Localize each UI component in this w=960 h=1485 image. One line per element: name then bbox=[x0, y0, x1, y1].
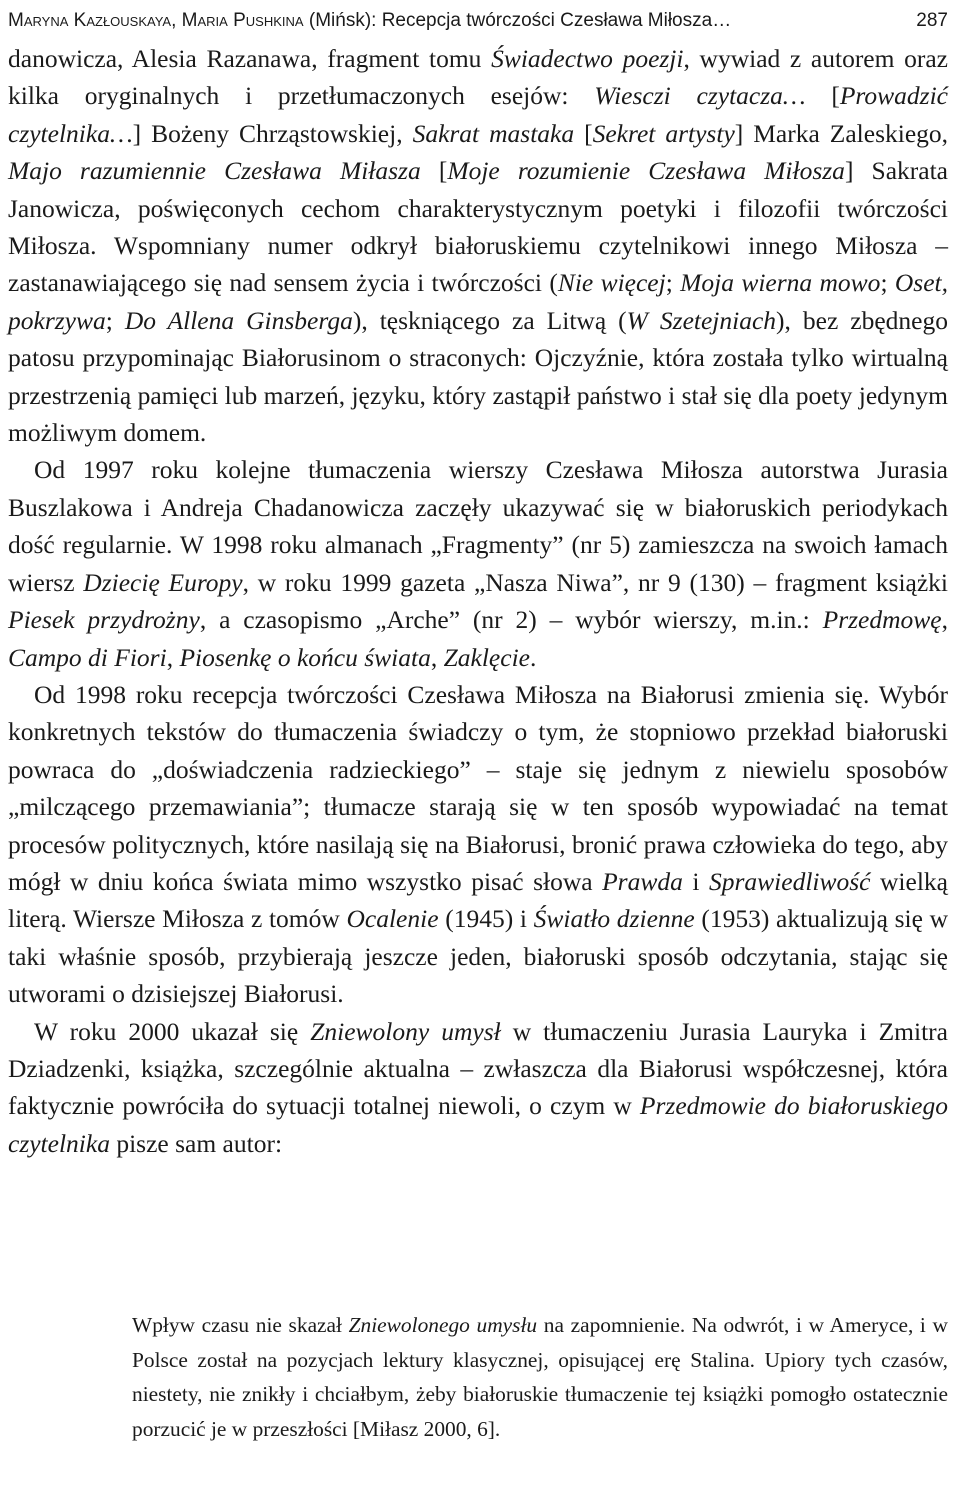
text-run: danowicza, Alesia Razanawa, fragment tomu bbox=[8, 44, 492, 73]
header-title: (Mińsk): Recepcja twórczości Czesława Miłosza… bbox=[303, 10, 732, 31]
italic-title: Ocalenie bbox=[346, 904, 439, 934]
text-run: , a czasopismo „Arche” (nr 2) – wybór wierszy, m.in.: bbox=[199, 605, 823, 635]
italic-title: Piesek przydrożny bbox=[8, 605, 200, 635]
text-run: [ bbox=[574, 118, 593, 148]
italic-title: Wiesczi czytacza… bbox=[594, 81, 806, 111]
text-run: ), bez zbędnego patosu przypominając Białorusinom o straconych: Ojczyźnie, która została tylko wirtualną przestrzenią pamięci lub marzeń, języku, który zastąpił państwo i stał się dla poety jedynym możliwym domem. bbox=[8, 305, 948, 448]
text-run: ] Marka Zaleskiego, bbox=[734, 118, 949, 148]
italic-title: Światło dzienne bbox=[533, 904, 695, 934]
italic-title: Piosenkę o końcu świata bbox=[179, 642, 431, 672]
header-separator: , bbox=[171, 10, 182, 31]
text-run: , wywiad z autorem oraz kilka oryginalnych i przetłumaczonych esejów: bbox=[8, 44, 949, 111]
italic-title: Świadectwo poezji bbox=[491, 44, 684, 73]
italic-title: Campo di Fiori bbox=[8, 642, 167, 672]
italic-title: Moja wierna mowo bbox=[680, 268, 881, 298]
text-run: ), tęskniącego za Litwą ( bbox=[352, 305, 627, 335]
text-run: , bbox=[166, 642, 180, 672]
text-run: pisze sam autor: bbox=[109, 1128, 283, 1158]
paragraph bbox=[8, 676, 948, 1013]
italic-title: Sakrat mastaka bbox=[412, 118, 575, 148]
text-run: Od 1998 roku recepcja twórczości Czesława Miłosza na Białorusi zmienia się. Wybór konkretnych tekstów do tłumaczenia świadczy o tym, że stopniowo przekład białoruski powraca do „doświadczenia radzieckiego” – staje się jednym z niewielu sposobów „milczącego przemawiania”; tłumacze starają się w ten sposób wypowiadać na temat procesów politycznych, które nasilają się na Białorusi, bronić prawa człowieka do tego, aby mógł w dniu końca świata mimo wszystko pisać słowa bbox=[8, 679, 948, 896]
text-run: . bbox=[529, 642, 537, 672]
italic-title: Sekret artysty bbox=[592, 118, 735, 148]
quote-text bbox=[132, 1308, 948, 1446]
italic-title: W Szetejniach bbox=[626, 305, 777, 335]
text-run: ] Bożeny Chrząstowskiej, bbox=[132, 118, 413, 148]
italic-title: Prowadzić czytelnika… bbox=[8, 81, 948, 148]
block-quote bbox=[132, 1308, 948, 1446]
header-author-1: Maryna Kazłouskaya bbox=[8, 10, 172, 31]
italic-title: Przedmowę bbox=[822, 605, 942, 635]
text-run: na zapomnienie. Na odwrót, i w Ameryce, i w Polsce został na pozycjach lektury klasycznej, opisującej erę Stalina. Upiory tych czasów, niestety, nie znikły i chciałbym, żeby białoruskie tłumaczenie tej książki pomogło ostatecznie porzucić je w przeszłości [Miłasz 2000, 6]. bbox=[132, 1313, 948, 1441]
text-run: ; bbox=[880, 268, 895, 298]
text-run: Od 1997 roku kolejne tłumaczenia wierszy Czesława Miłosza autorstwa Jurasia Buszlakowa i Andreja Chadanowicza zaczęły ukazywać się w białoruskich periodykach dość regularnie. W 1998 roku almanach „Fragmenty” (nr 5) zamieszcza na swoich łamach wiersz bbox=[8, 455, 948, 597]
paragraph bbox=[8, 1013, 948, 1163]
text-run: , bbox=[941, 605, 948, 635]
page-number: 287 bbox=[916, 10, 948, 31]
italic-title: Majo razumiennie Czesława Miłasza bbox=[8, 156, 421, 186]
text-run: ; bbox=[665, 268, 681, 298]
text-run: [ bbox=[805, 81, 840, 111]
italic-title: Przedmowie do białoruskiego czytelnika bbox=[8, 1091, 949, 1158]
italic-title: Prawda bbox=[602, 866, 683, 896]
text-run: [ bbox=[420, 156, 448, 186]
text-run: W roku 2000 ukazał się bbox=[34, 1016, 311, 1046]
italic-title: Do Allena Ginsberga bbox=[124, 305, 353, 335]
italic-title: Dziecię Europy bbox=[83, 567, 243, 597]
body-text bbox=[8, 40, 948, 1162]
header-author-2: Maria Pushkina bbox=[181, 10, 304, 31]
running-header bbox=[8, 6, 948, 36]
text-run: ] Sakrata Janowicza, poświęconych cechom charakterystycznym poetyki i filozofii twórczości Miłosza. Wspomniany numer odkrył białoruskiemu czytelnikowi innego Miłosza – zastanawiającego się nad sensem życia i twórczości ( bbox=[8, 156, 948, 298]
italic-title: Nie więcej bbox=[557, 268, 666, 298]
text-run: , w roku 1999 gazeta „Nasza Niwa”, nr 9 (130) – fragment książki bbox=[242, 567, 948, 597]
italic-title: Zniewolonego umysłu bbox=[348, 1313, 538, 1337]
italic-title: Zaklęcie bbox=[443, 642, 530, 672]
italic-title: Moje rozumienie Czesława Miłosza bbox=[447, 156, 845, 186]
italic-title: Zniewolony umysł bbox=[310, 1016, 501, 1046]
text-run: wielką literą. Wiersze Miłosza z tomów bbox=[8, 866, 948, 934]
text-run: (1945) i bbox=[438, 904, 534, 934]
text-run: (1953) aktualizują się w taki właśnie sposób, przybierają jeszcze jeden, białoruski sposób odczytania, stając się utworami o dzisiejszej Białorusi. bbox=[8, 904, 948, 1009]
italic-title: Sprawiedliwość bbox=[708, 866, 871, 896]
paragraph bbox=[8, 451, 948, 675]
text-run: , bbox=[430, 642, 444, 672]
paragraph bbox=[8, 40, 948, 451]
text-run: ; bbox=[105, 305, 125, 335]
text-run: i bbox=[682, 866, 709, 896]
italic-title: Oset, pokrzywa bbox=[8, 268, 948, 335]
text-run: Wpływ czasu nie skazał bbox=[132, 1313, 349, 1337]
text-run: w tłumaczeniu Jurasia Lauryka i Zmitra Dziadzenki, książka, szczególnie aktualna – zwłaszcza dla Białorusi współczesnej, która faktycznie powróciła do sytuacji totalnej niewoli, o czym w bbox=[8, 1016, 948, 1121]
